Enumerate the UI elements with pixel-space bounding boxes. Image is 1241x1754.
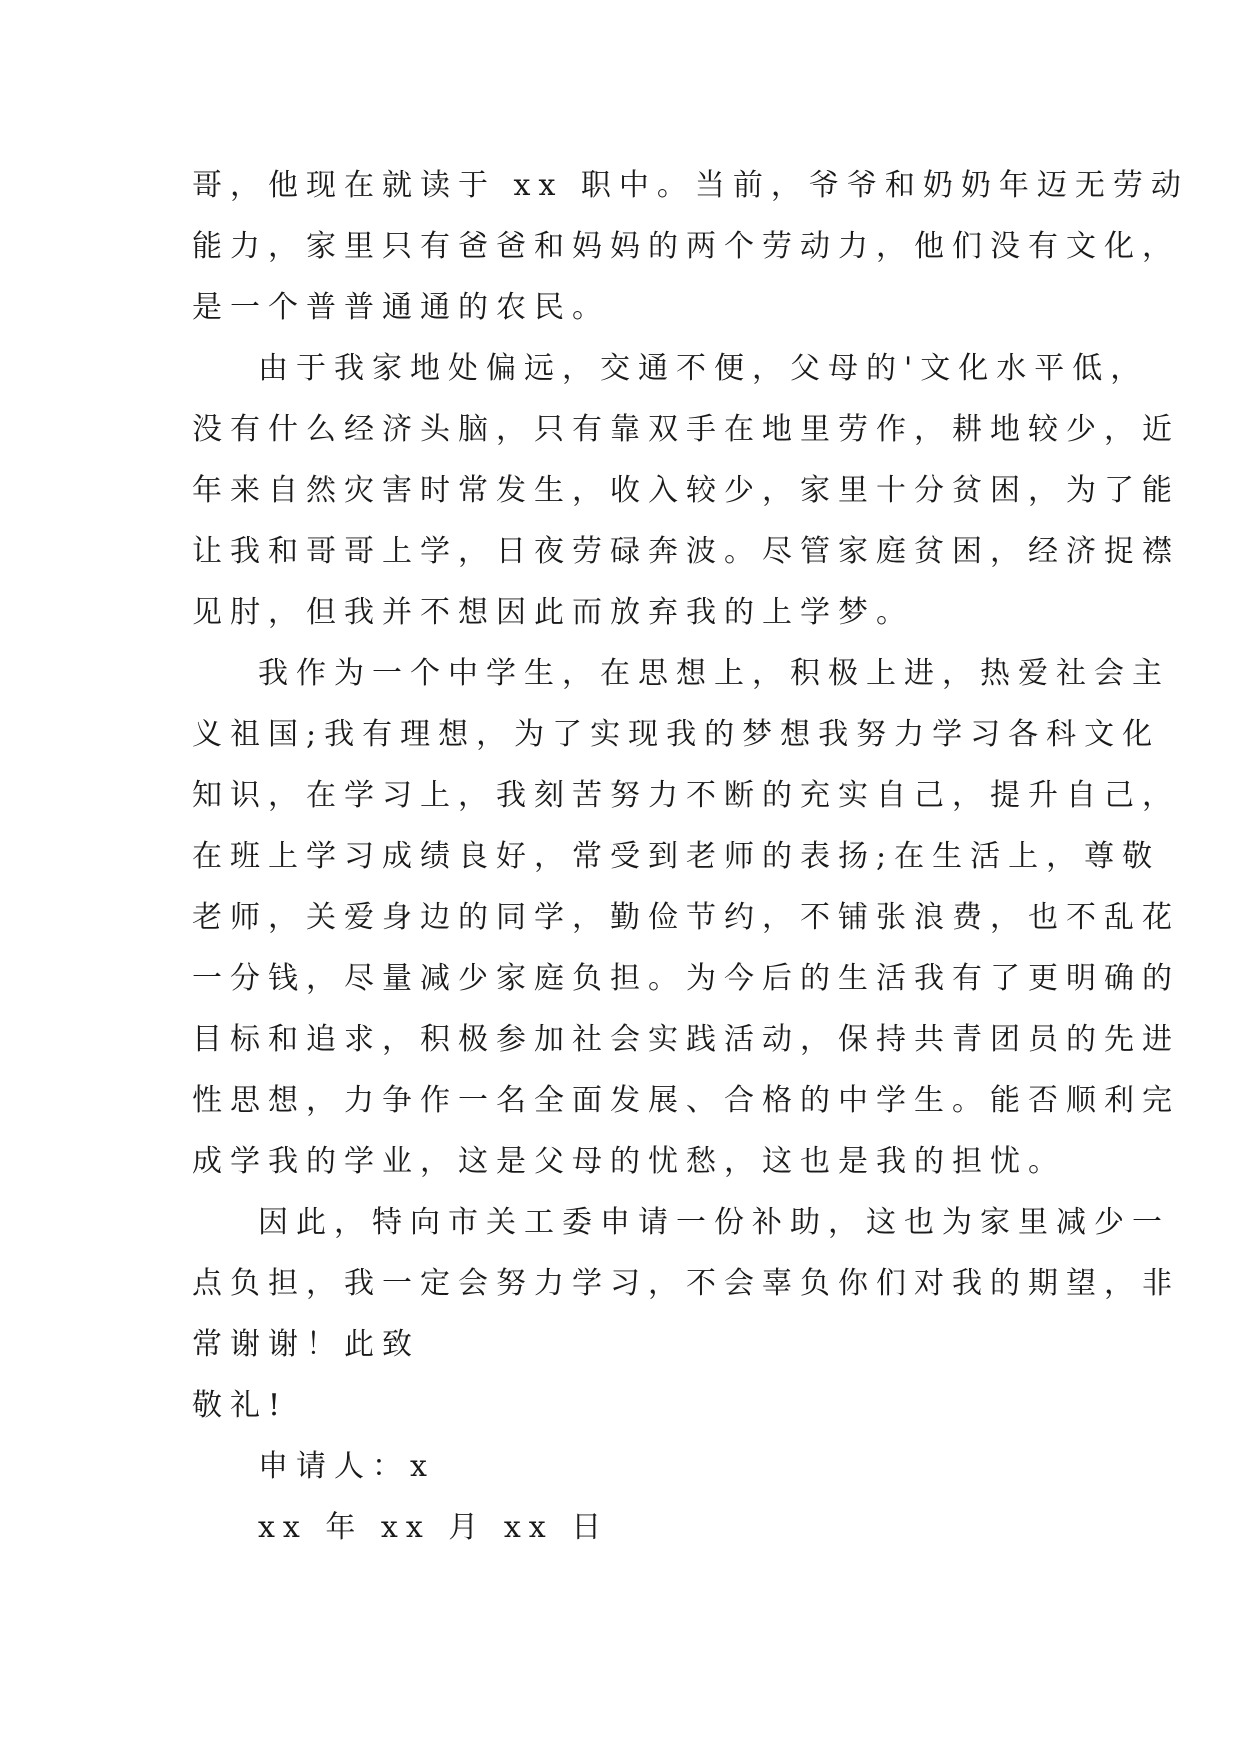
body-line: 知识，在学习上，我刻苦努力不断的充实自己，提升自己，: [192, 778, 1180, 813]
closing-line: 常谢谢！此致: [192, 1327, 420, 1362]
body-line: 年来自然灾害时常发生，收入较少，家里十分贫困，为了能: [192, 473, 1180, 508]
date-line: xx 年 xx 月 xx 日: [258, 1510, 610, 1545]
body-line: 义祖国;我有理想，为了实现我的梦想我努力学习各科文化: [192, 717, 1161, 752]
body-line: 老师，关爱身边的同学，勤俭节约，不铺张浪费，也不乱花: [192, 900, 1180, 935]
body-line: 成学我的学业，这是父母的忧愁，这也是我的担忧。: [192, 1144, 1066, 1179]
body-line: 是一个普普通通的农民。: [192, 290, 610, 325]
body-line: 哥，他现在就读于 xx 职中。当前，爷爷和奶奶年迈无劳动: [192, 168, 1189, 203]
body-line: 性思想，力争作一名全面发展、合格的中学生。能否顺利完: [192, 1083, 1180, 1118]
body-line: 能力，家里只有爸爸和妈妈的两个劳动力，他们没有文化，: [192, 229, 1180, 264]
paragraph-start-line: 因此，特向市关工委申请一份补助，这也为家里减少一: [258, 1205, 1170, 1240]
paragraph-start-line: 我作为一个中学生，在思想上，积极上进，热爱社会主: [258, 656, 1170, 691]
salutation-line: 敬礼!: [192, 1388, 289, 1423]
body-line: 点负担，我一定会努力学习，不会辜负你们对我的期望，非: [192, 1266, 1180, 1301]
body-line: 没有什么经济头脑，只有靠双手在地里劳作，耕地较少，近: [192, 412, 1180, 447]
body-line: 见肘，但我并不想因此而放弃我的上学梦。: [192, 595, 914, 630]
body-line: 目标和追求，积极参加社会实践活动，保持共青团员的先进: [192, 1022, 1180, 1057]
applicant-line: 申请人：x: [258, 1449, 435, 1484]
body-line: 让我和哥哥上学，日夜劳碌奔波。尽管家庭贫困，经济捉襟: [192, 534, 1180, 569]
body-line: 在班上学习成绩良好，常受到老师的表扬;在生活上，尊敬: [192, 839, 1161, 874]
body-line: 一分钱，尽量减少家庭负担。为今后的生活我有了更明确的: [192, 961, 1180, 996]
paragraph-start-line: 由于我家地处偏远，交通不便，父母的'文化水平低，: [258, 351, 1149, 386]
